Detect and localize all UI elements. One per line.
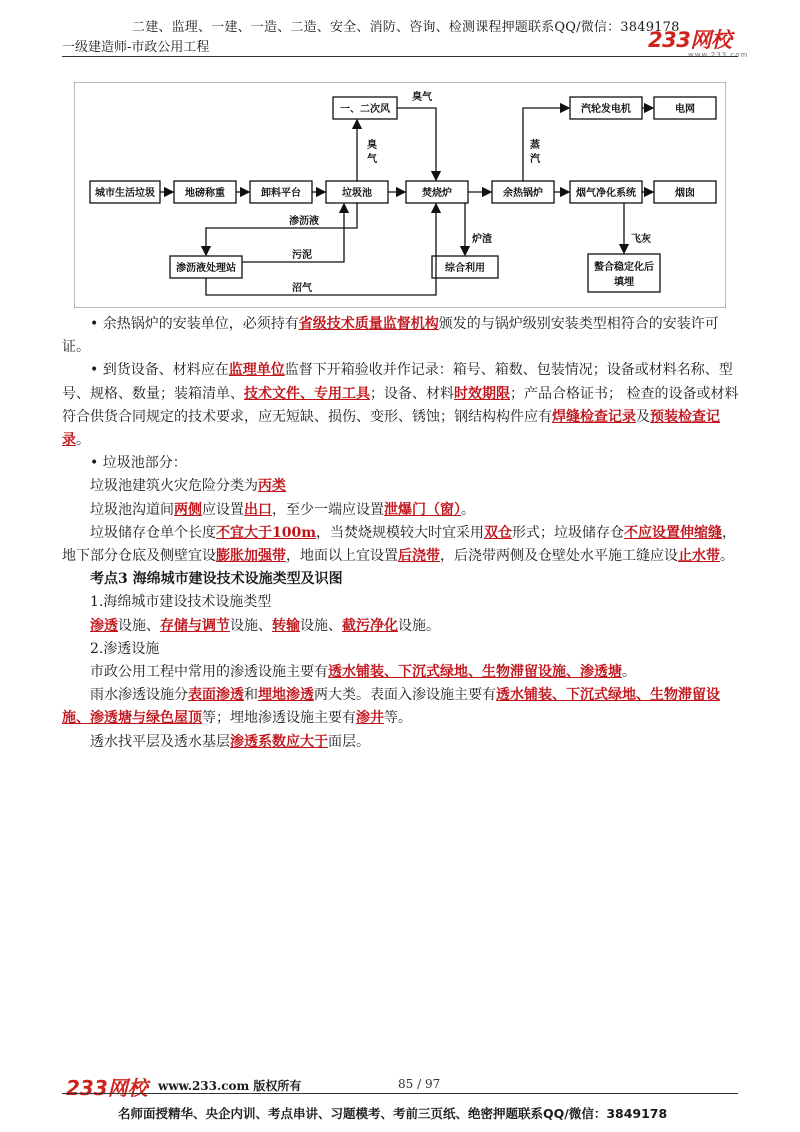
node-weighbridge: 地磅称重 (185, 188, 225, 199)
footer-copyright: www.233.com 版权所有 (158, 1079, 302, 1093)
para-storage-bin: 垃圾储存仓单个长度不宜大于100m，当焚烧规模较大时宜采用双仓形式；垃圾储存仓不应设置伸缩缝，地下部分仓底及侧壁宜设膨胀加强带，地面以上宜设置后浇带，后浇带两侧及仓壁处水平施工缝应设止水带。 (62, 524, 737, 565)
footer-logo[interactable]: 233网校 (66, 1076, 148, 1100)
para-boiler-license: • 余热锅炉的安装单位，必须持有省级技术质量监督机构颁发的与锅炉级别安装类型相符合的安装许可证。 (62, 316, 719, 356)
page-number: 85 / 97 (398, 1077, 441, 1091)
label-odor-v2: 气 (367, 154, 377, 165)
header-divider (62, 56, 738, 57)
footer-promo: 名师面授精华、央企内训、考点串讲、习题模考、考前三页纸、绝密押题联系QQ/微信：3849178 (118, 1106, 668, 1121)
node-chelation-line2: 填埋 (614, 277, 634, 288)
label-slag: 炉渣 (472, 234, 492, 245)
node-flue-gas-system: 烟气净化系统 (576, 188, 636, 199)
node-leachate-station: 渗沥液处理站 (176, 263, 236, 274)
node-utilization: 综合利用 (445, 263, 485, 274)
brand-logo-url: www.233.com (688, 51, 749, 59)
footer-divider (62, 1093, 738, 1094)
header-promo: 二建、监理、一建、一造、二造、安全、消防、咨询、检测课程押题联系QQ/微信：3849178 (132, 20, 680, 35)
para-equipment-inspection: • 到货设备、材料应在监理单位监督下开箱验收并作记录：箱号、箱数、包装情况；设备或材料名称、型号、规格、数量；装箱清单、技术文件、专用工具；设备、材料时效期限；产品合格证书； 检查的设备或材料符合供货合同规定的技术要求，应无短缺、损伤、变形、锈蚀；钢结构构件应有焊缝检查记录及预装检查记录。 (62, 362, 739, 449)
para-infiltration-types: 雨水渗透设施分表面渗透和埋地渗透两大类。表面入渗设施主要有透水铺装、下沉式绿地、生物滞留设施、渗透塘与绿色屋顶等；埋地渗透设施主要有渗井等。 (62, 687, 720, 727)
section-heading-sponge-city: 考点3 海绵城市建设技术设施类型及识图 (90, 571, 343, 588)
node-power-grid: 电网 (675, 104, 695, 115)
page-content (62, 313, 742, 754)
label-steam-1: 蒸 (530, 140, 540, 151)
label-leachate: 渗沥液 (289, 216, 319, 227)
node-garbage-pit: 垃圾池 (342, 188, 372, 199)
node-city-waste: 城市生活垃圾 (95, 188, 155, 199)
label-biogas: 沼气 (292, 283, 312, 294)
brand-logo[interactable] (648, 24, 748, 59)
header-subtitle: 一级建造师-市政公用工程 (62, 40, 210, 55)
para-common-infiltration: 市政公用工程中常用的渗透设施主要有透水铺装、下沉式绿地、生物滞留设施、渗透塘。 (90, 664, 636, 681)
label-steam-2: 汽 (530, 154, 540, 165)
label-sludge: 污泥 (292, 250, 312, 261)
para-fire-class: 垃圾池建筑火灾危险分类为丙类 (90, 478, 286, 495)
label-odor-v1: 臭 (367, 140, 377, 151)
node-chelation-line1: 螯合稳定化后 (594, 262, 654, 273)
para-pit-exits: 垃圾池沟道间两侧应设置出口，至少一端应设置泄爆门（窗）。 (90, 501, 475, 518)
node-chimney: 烟囱 (675, 188, 695, 199)
subheading-facility-types: 1.海绵城市建设技术设施类型 (90, 594, 272, 611)
para-permeable-base: 透水找平层及透水基层渗透系数应大于面层。 (90, 733, 370, 750)
label-fly-ash: 飞灰 (631, 234, 651, 245)
para-facility-types: 渗透设施、存储与调节设施、转输设施、截污净化设施。 (90, 617, 440, 634)
node-steam-turbine: 汽轮发电机 (581, 104, 631, 115)
node-incinerator: 焚烧炉 (422, 188, 452, 199)
waste-incineration-flow-diagram (74, 82, 726, 308)
label-odor-top: 臭气 (412, 92, 432, 103)
node-unloading-platform: 卸料平台 (261, 188, 301, 199)
subheading-infiltration: 2.渗透设施 (90, 640, 160, 657)
node-waste-heat-boiler: 余热锅炉 (503, 188, 543, 199)
node-primary-secondary-air: 一、二次风 (340, 104, 390, 115)
brand-logo-text: 233网校 (648, 28, 732, 52)
para-pit-section: • 垃圾池部分： (90, 455, 187, 472)
